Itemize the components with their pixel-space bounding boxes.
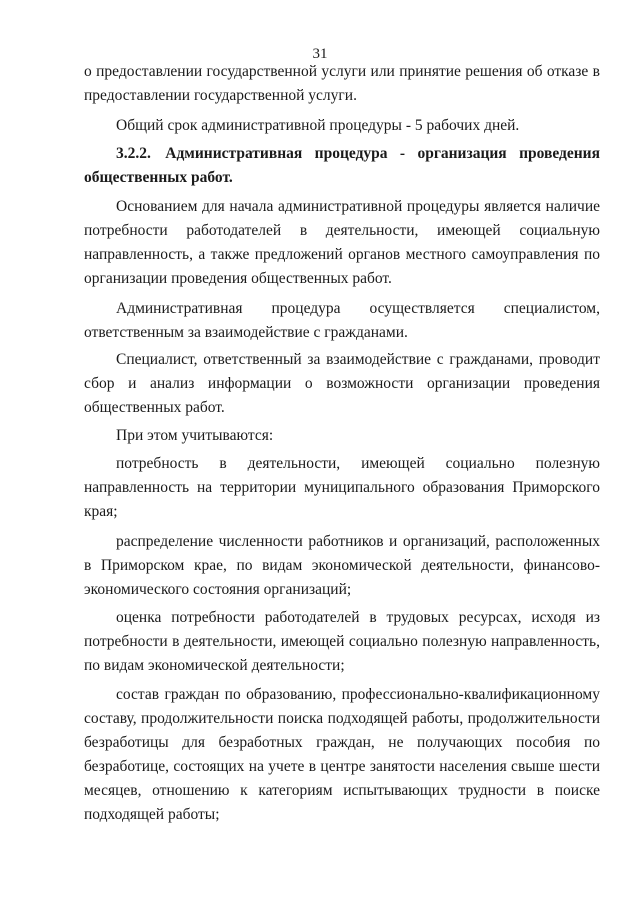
list-item-assessment [84, 606, 600, 678]
paragraph-text: При этом учитываются: [116, 427, 274, 444]
list-item-distribution [84, 530, 600, 602]
list-item-composition [84, 683, 600, 827]
paragraph-text: Административная процедура осуществляется специалистом, ответственным за взаимодействие с гражданами. [84, 300, 600, 341]
section-number: 3.2.2. [116, 145, 151, 162]
paragraph-continuation [84, 60, 600, 108]
paragraph-text: о предоставлении государственной услуги или принятие решения об отказе в предоставлении государственной услуги. [84, 63, 600, 104]
paragraph-considered [84, 424, 600, 448]
list-item-need [84, 452, 600, 524]
section-title: Административная процедура - организация проведения общественных работ. [84, 145, 601, 186]
paragraph-specialist [84, 348, 600, 420]
section-heading [84, 142, 600, 190]
paragraph-basis [84, 195, 600, 291]
paragraph-text: распределение численности работников и организаций, расположенных в Приморском крае, по видам экономической деятельности, финансово-экономического состояния организаций; [84, 533, 600, 598]
paragraph-responsible [84, 297, 600, 345]
page-number: 31 [312, 46, 328, 62]
paragraph-text: состав граждан по образованию, профессионально-квалификационному составу, продолжительности поиска подходящей работы, продолжительности безработицы для безработных граждан, не получающих пособия по безработице, состоящих на учете в центре занятости населения свыше шести месяцев, отношению к категориям испытывающих трудности в поиске подходящей работы; [84, 686, 600, 823]
paragraph-text: Основанием для начала административной процедуры является наличие потребности работодателей в деятельности, имеющей социальную направленность, а также предложений органов местного самоуправления по организации проведения общественных работ. [84, 198, 600, 287]
paragraph-text: Специалист, ответственный за взаимодействие с гражданами, проводит сбор и анализ информации о возможности организации проведения общественных работ. [84, 351, 600, 416]
paragraph-text: потребность в деятельности, имеющей социально полезную направленность на территории муниципального образования Приморского края; [84, 455, 600, 520]
paragraph-term [84, 114, 600, 138]
paragraph-text: Общий срок административной процедуры - 5 рабочих дней. [116, 117, 520, 134]
paragraph-text: оценка потребности работодателей в трудовых ресурсах, исходя из потребности в деятельности, имеющей социально полезную направленность, по видам экономической деятельности; [84, 609, 600, 674]
